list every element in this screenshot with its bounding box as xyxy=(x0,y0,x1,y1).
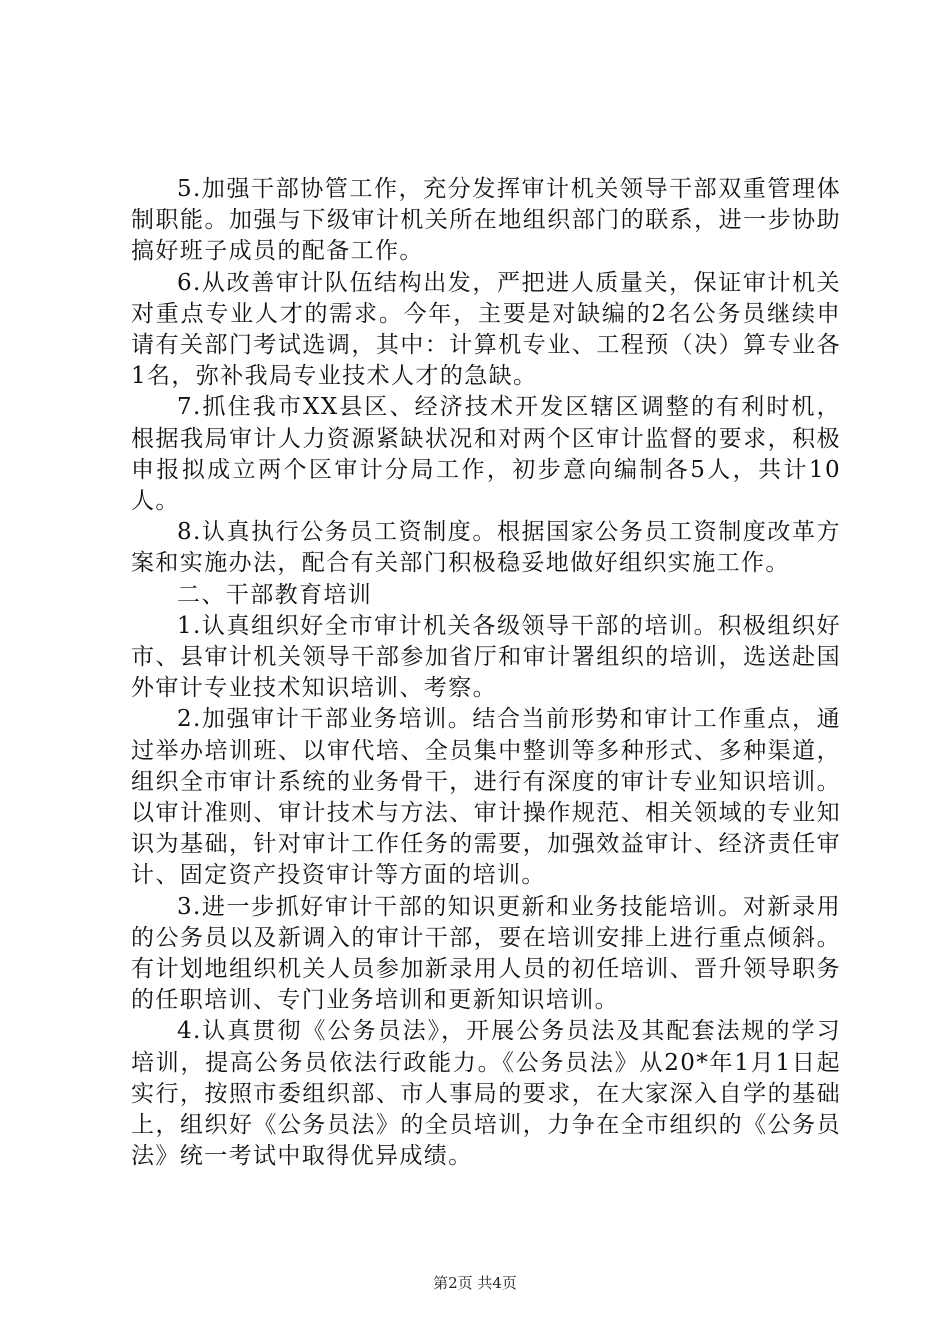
paragraph-item-6: 6.从改善审计队伍结构出发，严把进人质量关，保证审计机关对重点专业人才的需求。今年，主要是对缺编的2名公务员继续申请有关部门考试选调，其中：计算机专业、工程预（决）算专业各1名，弥补我局专业技术人才的急缺。 xyxy=(131,269,841,390)
paragraph-training-4: 4.认真贯彻《公务员法》，开展公务员法及其配套法规的学习培训，提高公务员依法行政能力。《公务员法》从20*年1月1日起实行，按照市委组织部、市人事局的要求，在大家深入自学的基础上，组织好《公务员法》的全员培训，力争在全市组织的《公务员法》统一考试中取得优异成绩。 xyxy=(131,1018,841,1170)
paragraph-item-7: 7.抓住我市XX县区、经济技术开发区辖区调整的有利时机，根据我局审计人力资源紧缺状况和对两个区审计监督的要求，积极申报拟成立两个区审计分局工作，初步意向编制各5人，共计10人。 xyxy=(131,394,841,515)
section-heading: 二、干部教育培训 xyxy=(177,581,373,608)
page-number-footer: 第2页 共4页 xyxy=(433,1274,517,1292)
document-body xyxy=(131,174,841,1173)
paragraph-item-8: 8.认真执行公务员工资制度。根据国家公务员工资制度改革方案和实施办法，配合有关部门积极稳妥地做好组织实施工作。 xyxy=(131,519,841,577)
paragraph-item-5: 5.加强干部协管工作，充分发挥审计机关领导干部双重管理体制职能。加强与下级审计机关所在地组织部门的联系，进一步协助搞好班子成员的配备工作。 xyxy=(131,176,841,265)
paragraph-training-3: 3.进一步抓好审计干部的知识更新和业务技能培训。对新录用的公务员以及新调入的审计干部，要在培训安排上进行重点倾斜。有计划地组织机关人员参加新录用人员的初任培训、晋升领导职务的任职培训、专门业务培训和更新知识培训。 xyxy=(131,893,841,1014)
paragraph-training-1: 1.认真组织好全市审计机关各级领导干部的培训。积极组织好市、县审计机关领导干部参加省厅和审计署组织的培训，选送赴国外审计专业技术知识培训、考察。 xyxy=(131,612,841,702)
paragraph-training-2: 2.加强审计干部业务培训。结合当前形势和审计工作重点，通过举办培训班、以审代培、全员集中整训等多种形式、多种渠道，组织全市审计系统的业务骨干，进行有深度的审计专业知识培训。以审计准则、审计技术与方法、审计操作规范、相关领域的专业知识为基础，针对审计工作任务的需要，加强效益审计、经济责任审计、固定资产投资审计等方面的培训。 xyxy=(131,706,841,889)
